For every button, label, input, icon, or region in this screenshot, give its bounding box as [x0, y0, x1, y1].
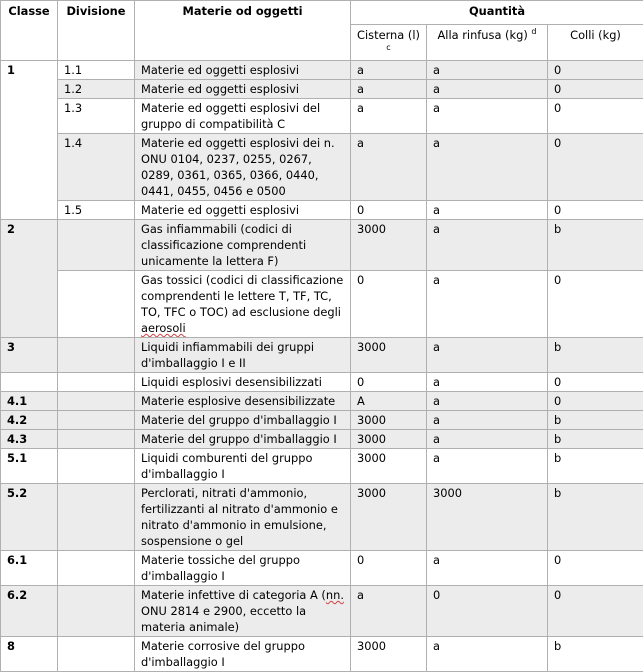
table-row [1, 551, 643, 586]
cell-cisterna: 0 [351, 271, 427, 338]
header-divisione: Divisione [58, 1, 135, 61]
cell-classe: 4.1 [1, 392, 58, 411]
cell-rinfusa: 3000 [427, 484, 548, 551]
cell-cisterna: a [351, 99, 427, 134]
table-row [1, 201, 643, 220]
cell-cisterna: 3000 [351, 411, 427, 430]
header-cisterna-note: c [386, 43, 390, 52]
table-row [1, 430, 643, 449]
cell-colli: b [548, 637, 643, 672]
cell-colli: 0 [548, 61, 643, 80]
table-row [1, 586, 643, 637]
cell-materie: Materie ed oggetti esplosivi [135, 201, 351, 220]
cell-divisione: 1.4 [58, 134, 135, 201]
table-row [1, 484, 643, 551]
cell-classe: 6.1 [1, 551, 58, 586]
table-row [1, 449, 643, 484]
cell-colli: b [548, 411, 643, 430]
cell-cisterna: 3000 [351, 637, 427, 672]
cell-colli: 0 [548, 134, 643, 201]
cell-cisterna: a [351, 586, 427, 637]
cell-divisione: 1.1 [58, 61, 135, 80]
cell-divisione [58, 373, 135, 392]
cell-cisterna: a [351, 61, 427, 80]
cell-cisterna: 3000 [351, 338, 427, 373]
table-row [1, 637, 643, 672]
cell-cisterna: 3000 [351, 220, 427, 271]
table-row [1, 411, 643, 430]
cell-divisione [58, 338, 135, 373]
cell-rinfusa: a [427, 338, 548, 373]
cell-cisterna: A [351, 392, 427, 411]
cell-materie: Materie del gruppo d'imballaggio I [135, 430, 351, 449]
cell-rinfusa: a [427, 449, 548, 484]
cell-divisione: 1.2 [58, 80, 135, 99]
table-row [1, 338, 643, 373]
header-colli: Colli (kg) [548, 25, 643, 61]
cell-materie-head: Materie infettive di categoria A ( [141, 588, 326, 602]
cell-classe: 2 [1, 220, 58, 338]
cell-classe: 1 [1, 61, 58, 220]
cell-materie: Materie ed oggetti esplosivi dei n. ONU 0104, 0237, 0255, 0267, 0289, 0361, 0365, 0366, 0440, 0441, 0455, 0456 e 0500 [135, 134, 351, 201]
cell-materie: Liquidi infiammabili dei gruppi d'imballaggio I e II [135, 338, 351, 373]
cell-classe: 5.1 [1, 449, 58, 484]
header-cisterna [351, 25, 427, 61]
cell-divisione [58, 220, 135, 271]
cell-classe: 8 [1, 637, 58, 672]
cell-rinfusa: a [427, 373, 548, 392]
cell-divisione [58, 586, 135, 637]
header-rinfusa [427, 25, 548, 61]
cell-classe: 6.2 [1, 586, 58, 637]
cell-materie: Materie ed oggetti esplosivi del gruppo di compatibilità C [135, 99, 351, 134]
cell-colli: b [548, 220, 643, 271]
cell-classe: 4.3 [1, 430, 58, 449]
table-row [1, 220, 643, 271]
cell-cisterna: 3000 [351, 449, 427, 484]
table-row [1, 392, 643, 411]
cell-colli: 0 [548, 201, 643, 220]
cell-materie: Gas infiammabili (codici di classificazione comprendenti unicamente la lettera F) [135, 220, 351, 271]
cell-rinfusa: a [427, 80, 548, 99]
cell-materie [135, 586, 351, 637]
cell-colli: 0 [548, 373, 643, 392]
cell-colli: b [548, 430, 643, 449]
cell-rinfusa: a [427, 551, 548, 586]
cell-divisione [58, 271, 135, 338]
cell-divisione [58, 551, 135, 586]
cell-colli: 0 [548, 586, 643, 637]
cell-divisione: 1.3 [58, 99, 135, 134]
cell-rinfusa: a [427, 134, 548, 201]
cell-materie [135, 271, 351, 338]
header-classe: Classe [1, 1, 58, 61]
table-row [1, 134, 643, 201]
cell-materie: Perclorati, nitrati d'ammonio, fertilizzanti al nitrato d'ammonio e nitrato d'ammonio in emulsione, sospensione o gel [135, 484, 351, 551]
cell-rinfusa: a [427, 392, 548, 411]
cell-cisterna: a [351, 80, 427, 99]
header-materie: Materie od oggetti [135, 1, 351, 61]
cell-materie: Materie tossiche del gruppo d'imballaggio I [135, 551, 351, 586]
cell-materie-text: Gas tossici (codici di classificazione comprendenti le lettere T, TF, TC, TO, TFC o TOC) ad esclusione degli [141, 273, 343, 319]
cell-colli: 0 [548, 392, 643, 411]
cell-colli: 0 [548, 271, 643, 338]
cell-divisione [58, 392, 135, 411]
cell-materie: Materie ed oggetti esplosivi [135, 61, 351, 80]
cell-cisterna: 3000 [351, 430, 427, 449]
cell-divisione [58, 637, 135, 672]
cell-colli: 0 [548, 551, 643, 586]
table-row [1, 61, 643, 80]
cell-rinfusa: a [427, 271, 548, 338]
cell-colli: b [548, 338, 643, 373]
cell-classe: 3 [1, 338, 58, 373]
cell-divisione [58, 484, 135, 551]
header-rinfusa-label: Alla rinfusa (kg) [438, 28, 528, 42]
table-row [1, 80, 643, 99]
cell-materie-wavy: nn. [326, 588, 344, 602]
cell-rinfusa: a [427, 430, 548, 449]
cell-cisterna: 0 [351, 201, 427, 220]
cell-colli: b [548, 484, 643, 551]
cell-rinfusa: a [427, 220, 548, 271]
cell-materie: Materie ed oggetti esplosivi [135, 80, 351, 99]
header-cisterna-label: Cisterna (l) [357, 28, 420, 42]
cell-rinfusa: a [427, 99, 548, 134]
cell-rinfusa: 0 [427, 586, 548, 637]
cell-materie: Materie del gruppo d'imballaggio I [135, 411, 351, 430]
table-row [1, 271, 643, 338]
cell-materie-tail: aerosoli [141, 321, 186, 335]
cell-materie: Materie esplosive desensibilizzate [135, 392, 351, 411]
cell-rinfusa: a [427, 637, 548, 672]
cell-classe: 5.2 [1, 484, 58, 551]
cell-rinfusa: a [427, 201, 548, 220]
cell-rinfusa: a [427, 411, 548, 430]
header-rinfusa-note: d [531, 27, 536, 36]
cell-materie: Liquidi comburenti del gruppo d'imballaggio I [135, 449, 351, 484]
cell-cisterna: 0 [351, 551, 427, 586]
cell-colli: 0 [548, 80, 643, 99]
cell-divisione: 1.5 [58, 201, 135, 220]
cell-materie: Materie corrosive del gruppo d'imballaggio I [135, 637, 351, 672]
cell-rinfusa: a [427, 61, 548, 80]
cell-cisterna: 0 [351, 373, 427, 392]
cell-cisterna: a [351, 134, 427, 201]
cell-colli: 0 [548, 99, 643, 134]
table-row [1, 99, 643, 134]
cell-cisterna: 3000 [351, 484, 427, 551]
cell-colli: b [548, 449, 643, 484]
cell-divisione [58, 430, 135, 449]
cell-classe: 4.2 [1, 411, 58, 430]
cell-divisione [58, 449, 135, 484]
cell-materie-text: ONU 2814 e 2900, eccetto la materia animale) [141, 604, 306, 634]
table-row [1, 373, 643, 392]
cell-divisione [58, 411, 135, 430]
header-quantita: Quantità [351, 1, 643, 25]
cell-classe [1, 373, 58, 392]
cell-materie: Liquidi esplosivi desensibilizzati [135, 373, 351, 392]
